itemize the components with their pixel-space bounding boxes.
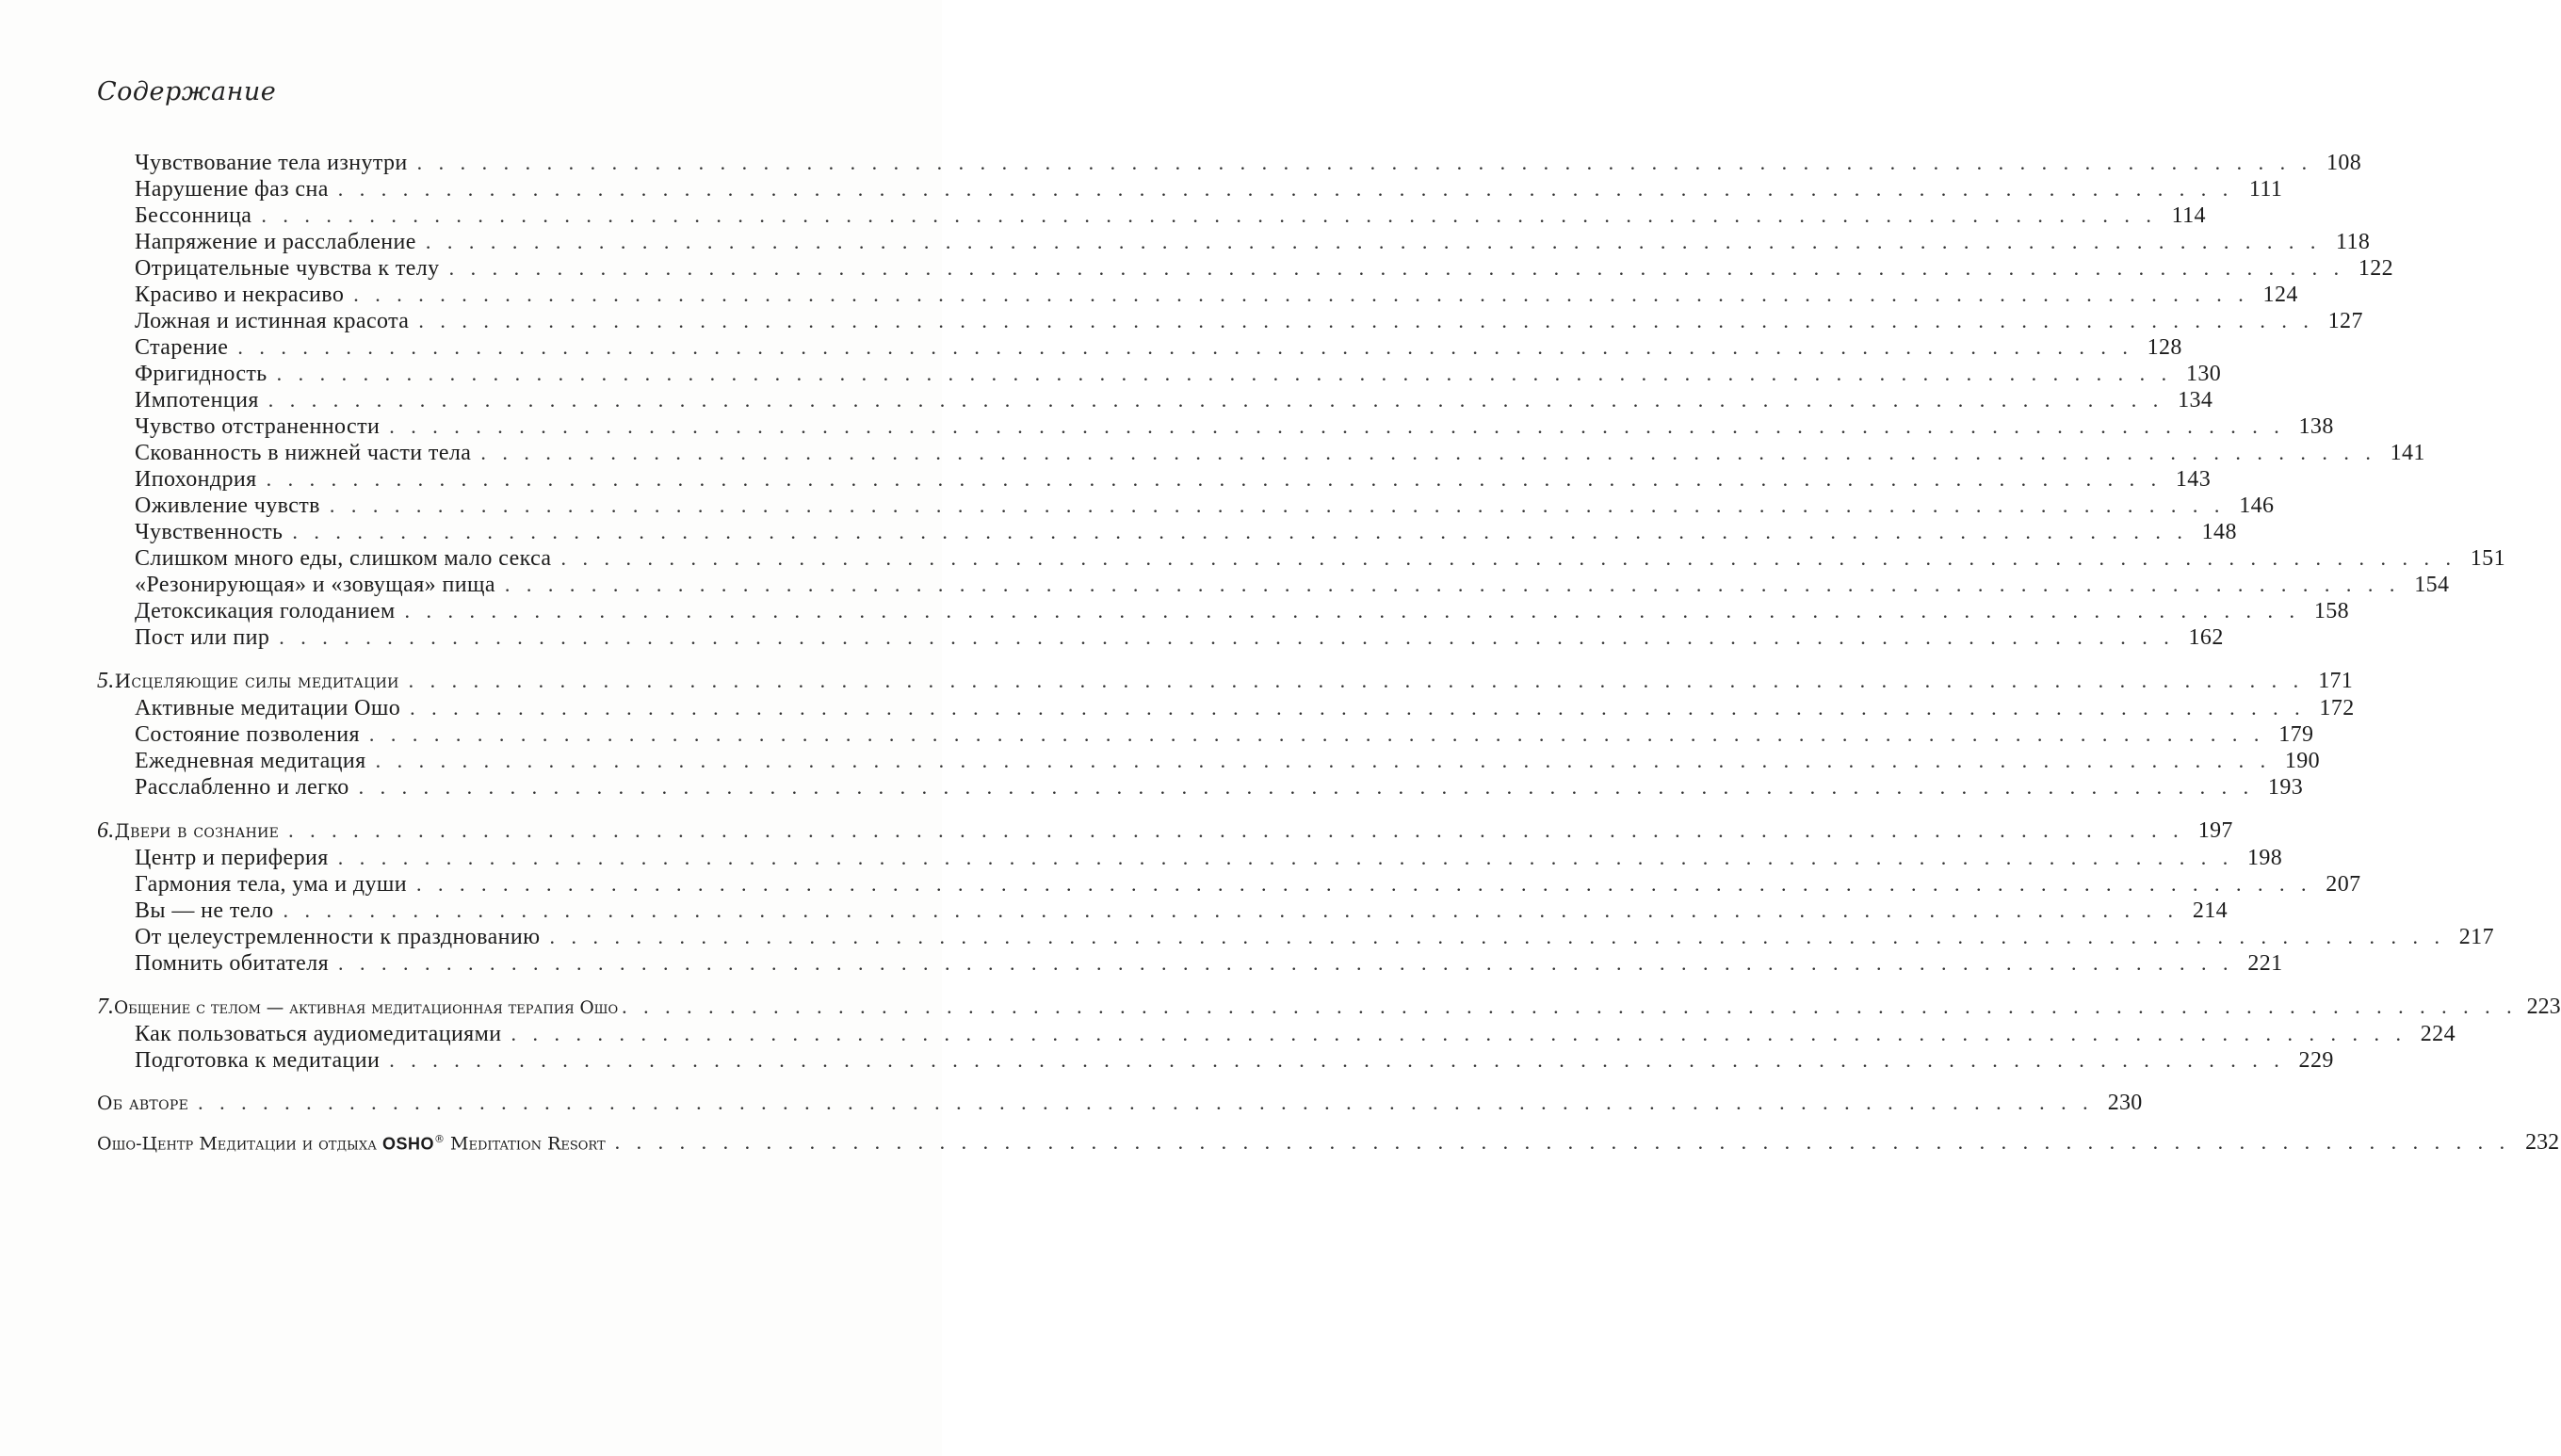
toc-entry: [135, 846, 2283, 872]
dot-leader: . . . . . . . . . . . . . . . . . . . . . . . . . . . . . . . . . . . . . . . . . . . . . . . . . . . . . . . . . . . . . . . . . . . . . . . . . . . . . . . . . . . . . . . .: [389, 1048, 2285, 1072]
entry-title: Отрицательные чувства к телу: [135, 256, 440, 281]
toc-entry: [135, 898, 2229, 925]
entry-title: Чувство отстраненности: [135, 414, 381, 439]
chapter-heading: [97, 995, 2561, 1021]
resort-title-prefix: Ошо-Центр Медитации и отдыха: [97, 1133, 377, 1154]
dot-leader: . . . . . . . . . . . . . . . . . . . . . . . . . . . . . . . . . . . . . . . . . . . . . . . . . . . . . . . . . . . . . . . . . . . . . . . . . . . . . . . . . . . . . . . .: [266, 467, 2163, 491]
entry-page: 158: [2313, 599, 2350, 623]
toc-entry: [135, 467, 2212, 493]
toc-entry: [135, 256, 2394, 283]
entry-title: Вы — не тело: [135, 898, 274, 923]
chapter-number: 6.: [97, 818, 115, 843]
dot-leader: . . . . . . . . . . . . . . . . . . . . . . . . . . . . . . . . . . . . . . . . . . . . . . . . . . . . . . . . . . . . . . . . . . . . . . . . . . . . . . . . . . . . . . . .: [292, 520, 2188, 543]
toc-entry: [135, 696, 2355, 722]
toc-entry: [135, 441, 2425, 467]
dot-leader: . . . . . . . . . . . . . . . . . . . . . . . . . . . . . . . . . . . . . . . . . . . . . . . . . . . . . . . . . . . . . . . . . . . . . . . . . . . . . . . . . . . . . . . .: [504, 573, 2401, 596]
entry-page: 151: [2470, 546, 2505, 571]
toc-entry: [135, 230, 2371, 256]
dot-leader: . . . . . . . . . . . . . . . . . . . . . . . . . . . . . . . . . . . . . . . . . . . . . . . . . . . . . . . . . . . . . . . . . . . . . . . . . . . . . . . . . . . . . . . .: [622, 995, 2518, 1018]
dot-leader: . . . . . . . . . . . . . . . . . . . . . . . . . . . . . . . . . . . . . . . . . . . . . . . . . . . . . . . . . . . . . . . . . . . . . . . . . . . . . . . . . . . . . . . .: [261, 203, 2157, 227]
toc-entry: [135, 599, 2350, 625]
page-header: Содержание: [97, 77, 277, 106]
entry-title: Помнить обитателя: [135, 951, 330, 976]
toc-entry: [135, 203, 2206, 230]
dot-leader: . . . . . . . . . . . . . . . . . . . . . . . . . . . . . . . . . . . . . . . . . . . . . . . . . . . . . . . . . . . . . . . . . . . . . . . . . . . . . . . . . . . . . . . .: [389, 414, 2285, 438]
entry-page: 193: [2267, 775, 2304, 800]
entry-page: 207: [2326, 872, 2361, 897]
entry-title: Нарушение фаз сна: [135, 177, 329, 202]
entry-title: Красиво и некрасиво: [135, 283, 345, 307]
about-author-page: 230: [2107, 1091, 2143, 1115]
entry-page: 198: [2246, 846, 2283, 870]
entry-page: 179: [2278, 722, 2314, 747]
entry-title: «Резонирующая» и «зовущая» пища: [135, 573, 495, 597]
entry-page: 214: [2192, 898, 2229, 923]
entry-title: Импотенция: [135, 388, 259, 413]
entry-page: 143: [2175, 467, 2212, 492]
toc-entry: [135, 1022, 2456, 1048]
toc-entry: [135, 493, 2275, 520]
toc-entry: [135, 283, 2298, 309]
chapter-page: 197: [2197, 818, 2233, 843]
entry-title: От целеустремленности к празднованию: [135, 925, 541, 949]
chapter-page: 223: [2526, 995, 2561, 1019]
entry-title: Скованность в нижней части тела: [135, 441, 472, 465]
entry-page: 148: [2201, 520, 2237, 544]
dot-leader: . . . . . . . . . . . . . . . . . . . . . . . . . . . . . . . . . . . . . . . . . . . . . . . . . . . . . . . . . . . . . . . . . . . . . . . . . . . . . . . . . . . . . . . .: [614, 1130, 2511, 1154]
registered-mark: ®: [434, 1132, 445, 1145]
entry-page: 124: [2262, 283, 2298, 307]
toc-entry: [135, 546, 2505, 573]
entry-title: Центр и периферия: [135, 846, 329, 870]
chapter-title: Двери в сознание: [114, 819, 280, 842]
toc-entry: [135, 309, 2363, 335]
resort-title: [97, 1133, 606, 1154]
dot-leader: . . . . . . . . . . . . . . . . . . . . . . . . . . . . . . . . . . . . . . . . . . . . . . . . . . . . . . . . . . . . . . . . . . . . . . . . . . . . . . . . . . . . . . . .: [237, 335, 2133, 359]
toc-entry: [135, 573, 2450, 599]
dot-leader: . . . . . . . . . . . . . . . . . . . . . . . . . . . . . . . . . . . . . . . . . . . . . . . . . . . . . . . . . . . . . . . . . . . . . . . . . . . . . . . . . . . . . . . .: [425, 230, 2322, 253]
dot-leader: . . . . . . . . . . . . . . . . . . . . . . . . . . . . . . . . . . . . . . . . . . . . . . . . . . . . . . . . . . . . . . . . . . . . . . . . . . . . . . . . . . . . . . . .: [404, 599, 2301, 623]
dot-leader: . . . . . . . . . . . . . . . . . . . . . . . . . . . . . . . . . . . . . . . . . . . . . . . . . . . . . . . . . . . . . . . . . . . . . . . . . . . . . . . . . . . . . . . .: [416, 872, 2312, 896]
chapter-heading: [97, 669, 2354, 695]
toc-entry: [135, 520, 2237, 546]
toc-entry: [135, 872, 2361, 898]
toc-entry: [135, 925, 2494, 951]
entry-page: 134: [2178, 388, 2213, 413]
entry-title: Слишком много еды, слишком мало секса: [135, 546, 552, 571]
resort-entry: [97, 1130, 2560, 1157]
entry-page: 122: [2358, 256, 2394, 281]
toc-entry: [135, 335, 2182, 362]
dot-leader: . . . . . . . . . . . . . . . . . . . . . . . . . . . . . . . . . . . . . . . . . . . . . . . . . . . . . . . . . . . . . . . . . . . . . . . . . . . . . . . . . . . . . . . .: [276, 362, 2173, 385]
toc-entry: [135, 722, 2314, 749]
entry-title: Напряжение и расслабление: [135, 230, 416, 254]
entry-title: Старение: [135, 335, 229, 360]
entry-page: 111: [2248, 177, 2283, 202]
entry-title: Состояние позволения: [135, 722, 360, 747]
dot-leader: . . . . . . . . . . . . . . . . . . . . . . . . . . . . . . . . . . . . . . . . . . . . . . . . . . . . . . . . . . . . . . . . . . . . . . . . . . . . . . . . . . . . . . . .: [337, 177, 2234, 201]
dot-leader: . . . . . . . . . . . . . . . . . . . . . . . . . . . . . . . . . . . . . . . . . . . . . . . . . . . . . . . . . . . . . . . . . . . . . . . . . . . . . . . . . . . . . . . .: [418, 309, 2314, 332]
dot-leader: . . . . . . . . . . . . . . . . . . . . . . . . . . . . . . . . . . . . . . . . . . . . . . . . . . . . . . . . . . . . . . . . . . . . . . . . . . . . . . . . . . . . . . . .: [329, 493, 2226, 517]
dot-leader: . . . . . . . . . . . . . . . . . . . . . . . . . . . . . . . . . . . . . . . . . . . . . . . . . . . . . . . . . . . . . . . . . . . . . . . . . . . . . . . . . . . . . . . .: [410, 696, 2306, 720]
toc-entry: [135, 151, 2362, 177]
entry-page: 108: [2326, 151, 2362, 175]
dot-leader: . . . . . . . . . . . . . . . . . . . . . . . . . . . . . . . . . . . . . . . . . . . . . . . . . . . . . . . . . . . . . . . . . . . . . . . . . . . . . . . . . . . . . . . .: [198, 1091, 2094, 1114]
entry-title: Оживление чувств: [135, 493, 320, 518]
entry-title: Как пользоваться аудиомедитациями: [135, 1022, 502, 1046]
entry-title: Активные медитации Ошо: [135, 696, 401, 720]
entry-title: Подготовка к медитации: [135, 1048, 381, 1073]
toc-entry: [135, 362, 2222, 388]
chapter-title: Общение с телом — активная медитационная терапия Ошо: [114, 998, 619, 1018]
dot-leader: . . . . . . . . . . . . . . . . . . . . . . . . . . . . . . . . . . . . . . . . . . . . . . . . . . . . . . . . . . . . . . . . . . . . . . . . . . . . . . . . . . . . . . . .: [358, 775, 2255, 799]
entry-page: 217: [2458, 925, 2494, 949]
osho-brand: OSHO: [381, 1134, 434, 1153]
entry-page: 130: [2185, 362, 2222, 386]
resort-title-suffix: Meditation Resort: [450, 1133, 606, 1154]
about-author-entry: [97, 1091, 2143, 1117]
dot-leader: . . . . . . . . . . . . . . . . . . . . . . . . . . . . . . . . . . . . . . . . . . . . . . . . . . . . . . . . . . . . . . . . . . . . . . . . . . . . . . . . . . . . . . . .: [375, 749, 2272, 772]
dot-leader: . . . . . . . . . . . . . . . . . . . . . . . . . . . . . . . . . . . . . . . . . . . . . . . . . . . . . . . . . . . . . . . . . . . . . . . . . . . . . . . . . . . . . . . .: [511, 1022, 2407, 1045]
entry-page: 229: [2298, 1048, 2334, 1073]
dot-leader: . . . . . . . . . . . . . . . . . . . . . . . . . . . . . . . . . . . . . . . . . . . . . . . . . . . . . . . . . . . . . . . . . . . . . . . . . . . . . . . . . . . . . . . .: [368, 722, 2265, 746]
dot-leader: . . . . . . . . . . . . . . . . . . . . . . . . . . . . . . . . . . . . . . . . . . . . . . . . . . . . . . . . . . . . . . . . . . . . . . . . . . . . . . . . . . . . . . . .: [353, 283, 2249, 306]
toc-entry: [135, 749, 2321, 775]
entry-page: 190: [2284, 749, 2321, 773]
dot-leader: . . . . . . . . . . . . . . . . . . . . . . . . . . . . . . . . . . . . . . . . . . . . . . . . . . . . . . . . . . . . . . . . . . . . . . . . . . . . . . . . . . . . . . . .: [338, 951, 2234, 975]
entry-title: Гармония тела, ума и души: [135, 872, 407, 897]
dot-leader: . . . . . . . . . . . . . . . . . . . . . . . . . . . . . . . . . . . . . . . . . . . . . . . . . . . . . . . . . . . . . . . . . . . . . . . . . . . . . . . . . . . . . . . .: [337, 846, 2234, 869]
entry-page: 128: [2147, 335, 2182, 360]
entry-page: 221: [2247, 951, 2283, 976]
entry-title: Бессонница: [135, 203, 252, 228]
entry-title: Детоксикация голоданием: [135, 599, 396, 623]
chapter-heading: [97, 818, 2233, 845]
dot-leader: . . . . . . . . . . . . . . . . . . . . . . . . . . . . . . . . . . . . . . . . . . . . . . . . . . . . . . . . . . . . . . . . . . . . . . . . . . . . . . . . . . . . . . . .: [288, 818, 2184, 842]
entry-title: Чувствование тела изнутри: [135, 151, 408, 175]
toc-entry: [135, 177, 2283, 203]
dot-leader: . . . . . . . . . . . . . . . . . . . . . . . . . . . . . . . . . . . . . . . . . . . . . . . . . . . . . . . . . . . . . . . . . . . . . . . . . . . . . . . . . . . . . . . .: [283, 898, 2180, 922]
entry-page: 114: [2171, 203, 2206, 228]
entry-title: Ложная и истинная красота: [135, 309, 410, 333]
dot-leader: . . . . . . . . . . . . . . . . . . . . . . . . . . . . . . . . . . . . . . . . . . . . . . . . . . . . . . . . . . . . . . . . . . . . . . . . . . . . . . . . . . . . . . . .: [480, 441, 2376, 464]
entry-page: 138: [2298, 414, 2334, 439]
chapter-page: 171: [2318, 669, 2354, 693]
dot-leader: . . . . . . . . . . . . . . . . . . . . . . . . . . . . . . . . . . . . . . . . . . . . . . . . . . . . . . . . . . . . . . . . . . . . . . . . . . . . . . . . . . . . . . . .: [549, 925, 2445, 948]
dot-leader: . . . . . . . . . . . . . . . . . . . . . . . . . . . . . . . . . . . . . . . . . . . . . . . . . . . . . . . . . . . . . . . . . . . . . . . . . . . . . . . . . . . . . . . .: [560, 546, 2456, 570]
dot-leader: . . . . . . . . . . . . . . . . . . . . . . . . . . . . . . . . . . . . . . . . . . . . . . . . . . . . . . . . . . . . . . . . . . . . . . . . . . . . . . . . . . . . . . . .: [416, 151, 2313, 174]
entry-page: 162: [2188, 625, 2224, 650]
toc-entry: [135, 951, 2283, 978]
toc-entry: [135, 388, 2213, 414]
toc-entry: [135, 775, 2304, 801]
toc-entry: [135, 1048, 2334, 1075]
entry-page: 224: [2420, 1022, 2456, 1046]
entry-title: Ежедневная медитация: [135, 749, 366, 773]
entry-page: 141: [2390, 441, 2425, 465]
entry-page: 127: [2327, 309, 2363, 333]
entry-title: Фригидность: [135, 362, 267, 386]
about-author-title: Об авторе: [97, 1092, 189, 1114]
chapter-title: Исцеляющие силы медитации: [114, 670, 399, 692]
dot-leader: . . . . . . . . . . . . . . . . . . . . . . . . . . . . . . . . . . . . . . . . . . . . . . . . . . . . . . . . . . . . . . . . . . . . . . . . . . . . . . . . . . . . . . . .: [408, 669, 2305, 692]
entry-title: Расслабленно и легко: [135, 775, 349, 800]
entry-page: 146: [2239, 493, 2275, 518]
entry-page: 118: [2336, 230, 2371, 254]
toc-entry: [135, 625, 2224, 652]
dot-leader: . . . . . . . . . . . . . . . . . . . . . . . . . . . . . . . . . . . . . . . . . . . . . . . . . . . . . . . . . . . . . . . . . . . . . . . . . . . . . . . . . . . . . . . .: [279, 625, 2175, 649]
chapter-number: 5.: [97, 669, 115, 693]
chapter-number: 7.: [97, 995, 114, 1019]
dot-leader: . . . . . . . . . . . . . . . . . . . . . . . . . . . . . . . . . . . . . . . . . . . . . . . . . . . . . . . . . . . . . . . . . . . . . . . . . . . . . . . . . . . . . . . .: [267, 388, 2164, 412]
entry-page: 154: [2414, 573, 2450, 597]
toc-entry: [135, 414, 2334, 441]
resort-page: 232: [2525, 1130, 2560, 1155]
entry-page: 172: [2319, 696, 2355, 720]
entry-title: Пост или пир: [135, 625, 270, 650]
dot-leader: . . . . . . . . . . . . . . . . . . . . . . . . . . . . . . . . . . . . . . . . . . . . . . . . . . . . . . . . . . . . . . . . . . . . . . . . . . . . . . . . . . . . . . . .: [448, 256, 2345, 280]
entry-title: Чувственность: [135, 520, 284, 544]
entry-title: Ипохондрия: [135, 467, 257, 492]
